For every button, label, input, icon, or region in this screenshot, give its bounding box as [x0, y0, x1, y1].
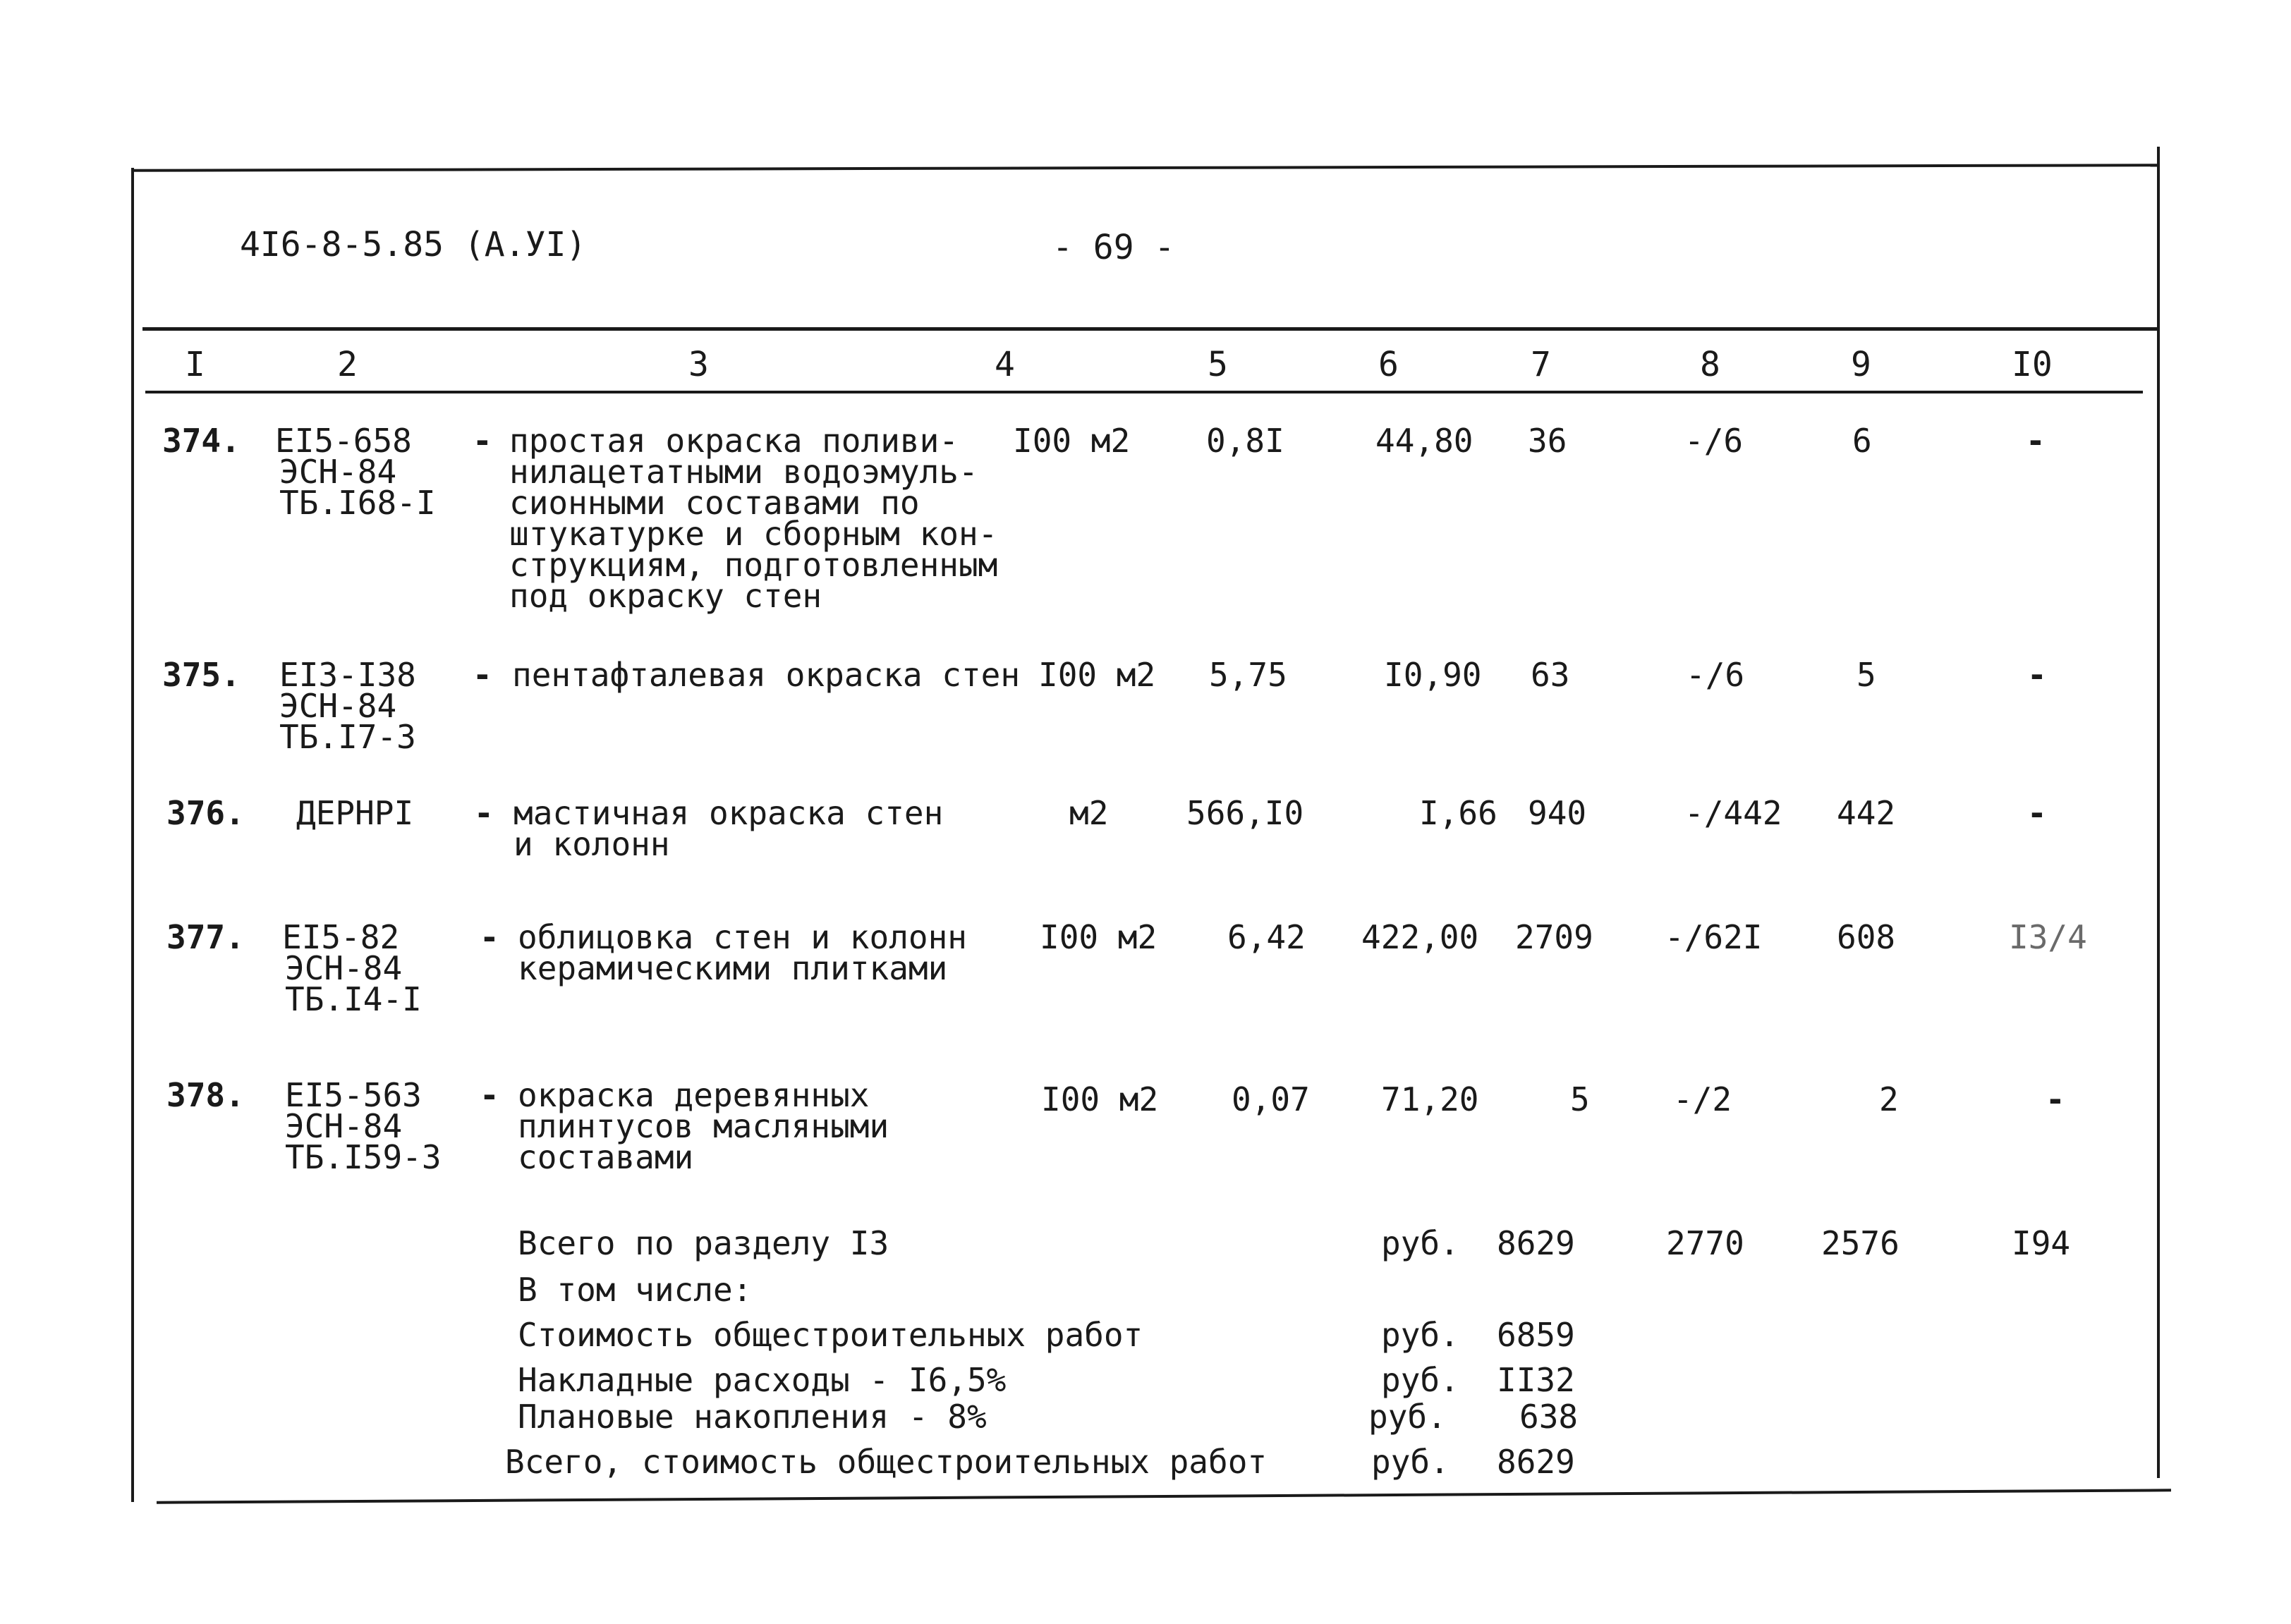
row-col8: -/62I — [1665, 918, 1763, 956]
row-unit-price: I0,90 — [1384, 656, 1482, 694]
row-code-line: ТБ.I4-I — [285, 980, 422, 1018]
row-unit-price: 422,00 — [1361, 918, 1479, 956]
row-code-line: ЭСН-84 — [279, 687, 397, 725]
grand-total-unit: руб. — [1371, 1443, 1450, 1481]
row-quantity: 5,75 — [1209, 656, 1287, 694]
row-total: 940 — [1528, 794, 1587, 832]
row-col9: 608 — [1837, 918, 1896, 956]
row-total: 5 — [1570, 1080, 1590, 1118]
row-dash: - — [473, 422, 492, 460]
row-col10: - — [2026, 422, 2046, 460]
overhead-value: II32 — [1497, 1361, 1575, 1399]
row-dash: - — [473, 656, 492, 694]
row-code-line: EI5-82 — [282, 918, 400, 956]
row-dash: - — [480, 918, 499, 956]
planned-savings-unit: руб. — [1368, 1398, 1447, 1436]
column-header-6: 6 — [1378, 345, 1399, 384]
planned-savings-label: Плановые накопления - 8% — [518, 1398, 987, 1436]
row-col9: 442 — [1837, 794, 1896, 832]
row-col9: 6 — [1852, 422, 1872, 460]
column-header-1: I — [185, 345, 205, 384]
overhead-label: Накладные расходы - I6,5% — [518, 1361, 1007, 1399]
planned-savings-value: 638 — [1519, 1398, 1579, 1436]
column-header-10: I0 — [2012, 345, 2053, 384]
section-total-col10: I94 — [2012, 1224, 2071, 1262]
column-header-rule — [145, 391, 2143, 393]
row-col9: 2 — [1879, 1080, 1899, 1118]
row-dash: - — [480, 1076, 499, 1114]
row-description-line: под окраску стен — [509, 577, 822, 615]
column-header-7: 7 — [1531, 345, 1551, 384]
row-description-line: и колонн — [514, 825, 670, 863]
row-unit-price: 71,20 — [1381, 1080, 1479, 1118]
column-header-5: 5 — [1208, 345, 1228, 384]
row-description-line: струкциям, подготовленным — [509, 546, 998, 584]
general-works-value: 6859 — [1497, 1316, 1575, 1354]
row-code-line: ДЕРНРI — [296, 794, 414, 832]
section-total-unit: руб. — [1381, 1224, 1459, 1262]
row-description-line: сионными составами по — [509, 484, 920, 522]
row-total: 36 — [1528, 422, 1567, 460]
section-total-label: Всего по разделу I3 — [518, 1224, 889, 1262]
column-header-3: 3 — [688, 345, 709, 384]
row-total: 2709 — [1515, 918, 1593, 956]
frame-right-border — [2157, 147, 2160, 1478]
row-code-line: ТБ.I7-3 — [279, 718, 416, 756]
column-header-4: 4 — [995, 345, 1015, 384]
page-number: - 69 - — [1052, 228, 1175, 267]
row-code-line: ЭСН-84 — [279, 453, 397, 491]
row-total: 63 — [1531, 656, 1570, 694]
row-unit: I00 м2 — [1038, 656, 1156, 694]
row-number: 378. — [166, 1076, 245, 1114]
row-unit: I00 м2 — [1013, 422, 1131, 460]
row-unit: I00 м2 — [1040, 918, 1157, 956]
row-unit-price: 44,80 — [1375, 422, 1473, 460]
header-rule — [142, 327, 2160, 331]
row-number: 376. — [166, 794, 245, 832]
row-code-line: EI5-658 — [275, 422, 412, 460]
overhead-unit: руб. — [1381, 1361, 1459, 1399]
row-code-line: ЭСН-84 — [285, 949, 403, 987]
row-number: 377. — [166, 918, 245, 956]
row-col8: -/6 — [1684, 422, 1744, 460]
row-description-line: окраска деревянных — [518, 1076, 870, 1114]
row-description-line: мастичная окраска стен — [514, 794, 944, 832]
row-unit: I00 м2 — [1041, 1080, 1159, 1118]
frame-left-border — [131, 168, 134, 1502]
column-header-8: 8 — [1700, 345, 1720, 384]
general-works-unit: руб. — [1381, 1316, 1459, 1354]
row-description-line: штукатурке и сборным кон- — [509, 515, 998, 553]
row-quantity: 6,42 — [1227, 918, 1306, 956]
row-col8: -/2 — [1673, 1080, 1732, 1118]
row-quantity: 566,I0 — [1186, 794, 1304, 832]
row-code-line: ТБ.I68-I — [279, 484, 436, 522]
row-col10: - — [2027, 794, 2047, 832]
section-total-col8: 2770 — [1666, 1224, 1744, 1262]
row-col10: - — [2027, 656, 2047, 694]
row-quantity: 0,8I — [1206, 422, 1284, 460]
row-description-line: составами — [518, 1138, 694, 1176]
row-description-line: облицовка стен и колонн — [518, 918, 967, 956]
row-code-line: ЭСН-84 — [285, 1107, 403, 1145]
row-description-line: керамическими плитками — [518, 949, 948, 987]
row-unit-price: I,66 — [1419, 794, 1497, 832]
column-header-2: 2 — [337, 345, 358, 384]
row-number: 375. — [162, 656, 241, 694]
including-label: В том числе: — [518, 1271, 753, 1309]
row-description-line: плинтусов масляными — [518, 1107, 889, 1145]
row-description-line: простая окраска поливи- — [509, 422, 959, 460]
row-col10: I3/4 — [2009, 918, 2087, 956]
row-number: 374. — [162, 422, 241, 460]
frame-bottom-border — [157, 1489, 2171, 1503]
grand-total-value: 8629 — [1497, 1443, 1575, 1481]
section-total-value: 8629 — [1497, 1224, 1575, 1262]
row-code-line: EI5-563 — [285, 1076, 422, 1114]
row-code-line: EI3-I38 — [279, 656, 416, 694]
row-col10: - — [2046, 1080, 2065, 1118]
row-unit: м2 — [1069, 794, 1109, 832]
row-col8: -/6 — [1686, 656, 1745, 694]
row-dash: - — [474, 794, 494, 832]
row-quantity: 0,07 — [1232, 1080, 1310, 1118]
row-description-line: пентафталевая окраска стен — [512, 656, 1021, 694]
general-works-label: Стоимость общестроительных работ — [518, 1316, 1143, 1354]
frame-top-border — [131, 164, 2160, 172]
column-header-9: 9 — [1851, 345, 1871, 384]
row-description-line: нилацетатными водоэмуль- — [509, 453, 978, 491]
document-code: 4I6-8-5.85 (А.УI) — [240, 225, 587, 264]
row-col8: -/442 — [1684, 794, 1782, 832]
grand-total-label: Всего, стоимость общестроительных работ — [505, 1443, 1268, 1481]
section-total-col9: 2576 — [1821, 1224, 1900, 1262]
row-code-line: ТБ.I59-3 — [285, 1138, 442, 1176]
row-col9: 5 — [1857, 656, 1876, 694]
